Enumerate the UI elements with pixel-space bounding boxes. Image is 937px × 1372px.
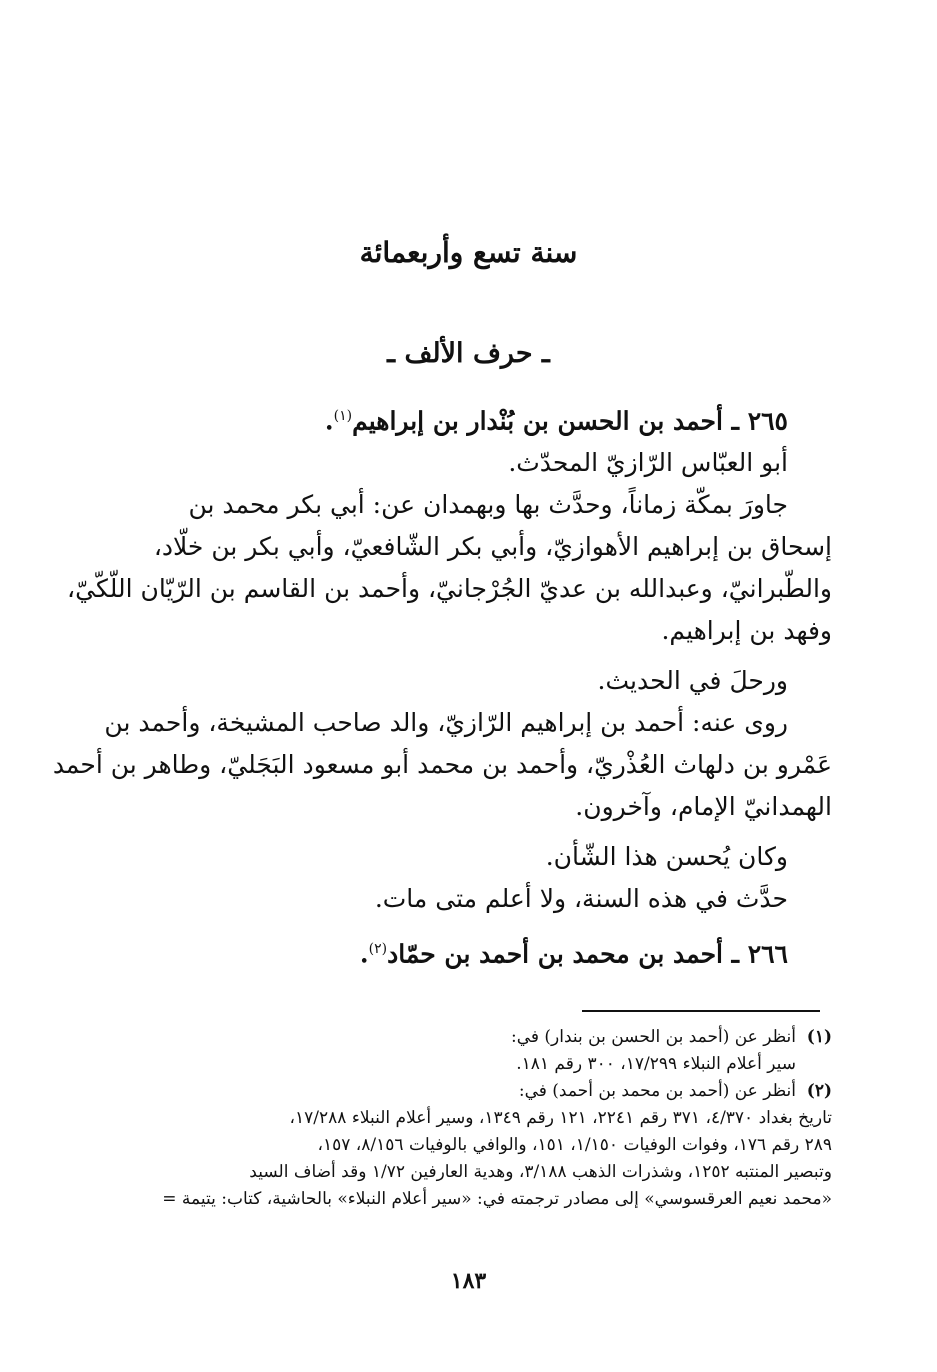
entry-265-line: روى عنه: أحمد بن إبراهيم الرّازيّ، والد صاحب المشيخة، وأحمد بن: [104, 708, 788, 738]
entry-265-period: .: [324, 406, 334, 436]
page-number: ١٨٣: [450, 1268, 487, 1294]
footnote-ref-1: (١): [333, 408, 353, 424]
entry-265-line: جاورَ بمكّة زماناً، وحدَّث بها وبهمدان عن: أبي بكر محمد بن: [188, 490, 788, 520]
entry-265-line: وفهد بن إبراهيم.: [661, 616, 832, 646]
footnote-2-line: وتبصير المنتبه ١٢٥٢، وشذرات الذهب ٣/١٨٨، وهدية العارفين ١/٧٢ وقد أضاف السيد: [249, 1162, 832, 1182]
footnote-2-number: (٢): [806, 1081, 832, 1101]
footnote-1-number: (١): [806, 1027, 832, 1047]
footnote-2-text: أنظر عن (أحمد بن محمد بن أحمد) في:: [518, 1081, 796, 1101]
entry-265-line: أبو العبّاس الرّازيّ المحدّث.: [508, 448, 788, 478]
entry-265-line: حدَّث في هذه السنة، ولا أعلم متى مات.: [374, 884, 788, 914]
entry-266-period: .: [359, 939, 369, 969]
section-heading: ـ حرف الألف ـ: [387, 338, 550, 369]
entry-265-line: الهمدانيّ الإمام، وآخرون.: [575, 792, 832, 822]
footnote-separator: [582, 1010, 820, 1012]
footnotes: [108, 1024, 832, 1213]
entry-265-line: وكان يُحسن هذا الشّأن.: [545, 842, 788, 872]
entry-265-line: إسحاق بن إبراهيم الأهوازيّ، وأبي بكر الشّافعيّ، وأبي بكر بن خلّاد،: [153, 532, 832, 562]
footnote-1-text: أنظر عن (أحمد بن الحسن بن بندار) في:: [510, 1027, 796, 1047]
footnote-2-line: «محمد نعيم العرقسوسي» إلى مصادر ترجمته في: «سير أعلام النبلاء» بالحاشية، كتاب: يتيمة =: [162, 1189, 832, 1209]
footnote-1-line: سير أعلام النبلاء ١٧/٢٩٩، ٣٠٠ رقم ١٨١.: [516, 1054, 796, 1074]
footnote-2-line: ٢٨٩ رقم ١٧٦، وفوات الوفيات ١/١٥٠، ١٥١، والوافي بالوفيات ٨/١٥٦، ١٥٧،: [317, 1135, 832, 1155]
main-text: [52, 395, 832, 976]
entry-266-title: ٢٦٦ ـ أحمد بن محمد بن أحمد بن حمّاد: [387, 939, 788, 969]
entry-265-line: ورحلَ في الحديث.: [597, 666, 788, 696]
footnote-2: [108, 1078, 832, 1105]
footnote-2-line: تاريخ بغداد ٤/٣٧٠، ٣٧١ رقم ٢٢٤١، ١٢١ رقم ١٣٤٩، وسير أعلام النبلاء ١٧/٢٨٨،: [289, 1108, 832, 1128]
entry-265-heading: [108, 395, 832, 442]
footnote-1: [108, 1024, 832, 1051]
footnote-ref-2: (٢): [368, 941, 388, 958]
entry-265-line: عَمْرو بن دلهاث العُذْريّ، وأحمد بن محمد أبو مسعود البَجَليّ، وطاهر بن أحمد: [52, 750, 832, 780]
entry-265-title: ٢٦٥ ـ أحمد بن الحسن بن بُنْدار بن إبراهيم: [352, 406, 788, 436]
entry-266-heading: [108, 928, 832, 975]
chapter-title: سنة تسع وأربعمائة: [359, 236, 578, 269]
entry-265-line: والطّبرانيّ، وعبدالله بن عديّ الجُرْجانيّ، وأحمد بن القاسم بن الرّيّان اللّكّيّ،: [67, 574, 832, 604]
